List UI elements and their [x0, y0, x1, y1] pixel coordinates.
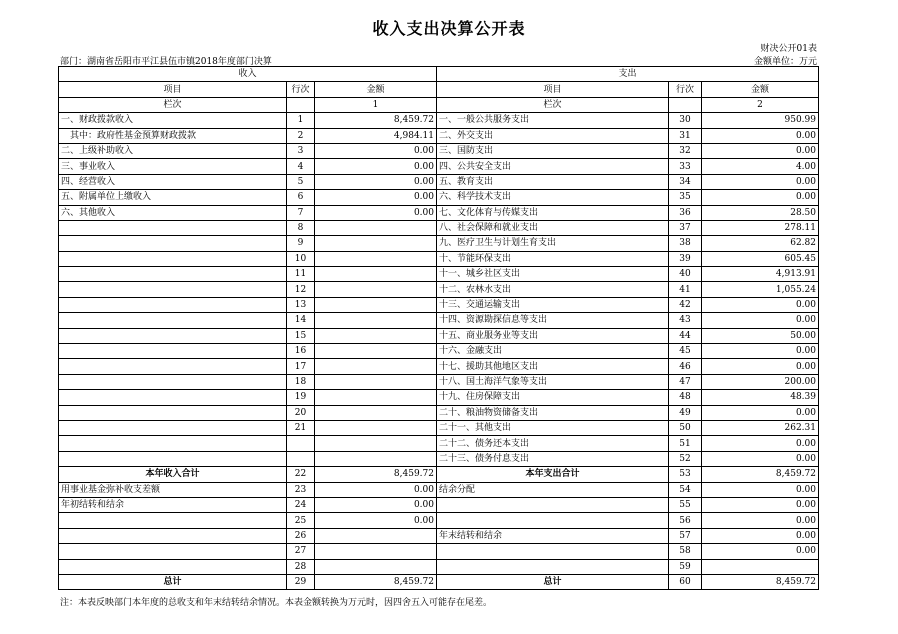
- expense-line-cell: 39: [669, 251, 702, 266]
- expense-amount-cell: 605.45: [702, 251, 819, 266]
- expense-item-cell: [437, 497, 669, 512]
- expense-item-cell: 总计: [437, 574, 669, 589]
- expense-item-cell: 十六、金融支出: [437, 344, 669, 359]
- expense-line-cell: 60: [669, 574, 702, 589]
- expense-line-cell: 50: [669, 420, 702, 435]
- income-col-index: 栏次: [59, 97, 287, 112]
- income-amount-cell: [315, 220, 437, 235]
- expense-amount-cell: 200.00: [702, 374, 819, 389]
- income-amount-cell: [315, 251, 437, 266]
- expense-col-index: 栏次: [437, 97, 669, 112]
- expense-amount-cell: 0.00: [702, 190, 819, 205]
- expense-amount-cell: 50.00: [702, 328, 819, 343]
- income-item-cell: 总计: [59, 574, 287, 589]
- table-row: [59, 390, 819, 405]
- expense-item-cell: 二、外交支出: [437, 128, 669, 143]
- income-amount-cell: 0.00: [315, 482, 437, 497]
- expense-item-cell: 八、社会保障和就业支出: [437, 220, 669, 235]
- expense-line-cell: 35: [669, 190, 702, 205]
- expense-line-cell: 32: [669, 143, 702, 158]
- expense-amount-cell: 0.00: [702, 128, 819, 143]
- expense-line-cell: 55: [669, 497, 702, 512]
- expense-line-cell: 51: [669, 436, 702, 451]
- expense-item-cell: 二十三、债务付息支出: [437, 451, 669, 466]
- table-row: [59, 374, 819, 389]
- income-line-cell: 11: [287, 267, 315, 282]
- income-col-empty: [287, 97, 315, 112]
- expense-line-header: 行次: [669, 82, 702, 97]
- income-item-cell: [59, 374, 287, 389]
- income-item-cell: [59, 559, 287, 574]
- expense-item-cell: 九、医疗卫生与计划生育支出: [437, 236, 669, 251]
- income-amount-cell: [315, 528, 437, 543]
- income-amount-cell: 0.00: [315, 205, 437, 220]
- income-item-cell: 六、其他收入: [59, 205, 287, 220]
- income-amount-cell: [315, 236, 437, 251]
- expense-line-cell: 53: [669, 467, 702, 482]
- income-amount-cell: 0.00: [315, 143, 437, 158]
- expense-item-cell: 十四、资源勘探信息等支出: [437, 313, 669, 328]
- expense-amount-cell: 4.00: [702, 159, 819, 174]
- expense-line-cell: 37: [669, 220, 702, 235]
- income-amount-cell: [315, 420, 437, 435]
- form-code: 财决公开01表: [760, 44, 817, 54]
- expense-item-cell: 十八、国土海洋气象等支出: [437, 374, 669, 389]
- department-label: 部门：湖南省岳阳市平江县伍市镇2018年度部门决算: [60, 57, 272, 67]
- expense-amount-cell: 0.00: [702, 143, 819, 158]
- income-line-cell: 27: [287, 544, 315, 559]
- income-item-cell: [59, 267, 287, 282]
- expense-amount-cell: 4,913.91: [702, 267, 819, 282]
- income-item-cell: [59, 282, 287, 297]
- table-row: [59, 328, 819, 343]
- income-line-cell: 1: [287, 113, 315, 128]
- expense-item-cell: 十五、商业服务业等支出: [437, 328, 669, 343]
- income-item-cell: 用事业基金弥补收支差额: [59, 482, 287, 497]
- expense-amount-cell: 0.00: [702, 451, 819, 466]
- income-line-cell: [287, 436, 315, 451]
- expense-amount-cell: 0.00: [702, 482, 819, 497]
- income-item-cell: 四、经营收入: [59, 174, 287, 189]
- income-item-cell: [59, 420, 287, 435]
- table-row: [59, 143, 819, 158]
- income-line-cell: 24: [287, 497, 315, 512]
- income-item-cell: [59, 528, 287, 543]
- income-item-cell: [59, 451, 287, 466]
- income-amount-cell: [315, 344, 437, 359]
- table-row: [59, 113, 819, 128]
- expense-line-cell: 30: [669, 113, 702, 128]
- income-amount-cell: 8,459.72: [315, 574, 437, 589]
- expense-amount-cell: 0.00: [702, 544, 819, 559]
- header-row-section: [59, 67, 819, 82]
- expense-item-cell: 七、文化体育与传媒支出: [437, 205, 669, 220]
- income-item-cell: [59, 359, 287, 374]
- table-row: [59, 451, 819, 466]
- income-item-cell: 三、事业收入: [59, 159, 287, 174]
- expense-line-cell: 42: [669, 297, 702, 312]
- expense-amount-cell: 0.00: [702, 497, 819, 512]
- income-amount-cell: 0.00: [315, 159, 437, 174]
- expense-item-cell: 二十一、其他支出: [437, 420, 669, 435]
- expense-line-cell: 44: [669, 328, 702, 343]
- expense-line-cell: 52: [669, 451, 702, 466]
- table-row: [59, 482, 819, 497]
- table-row: [59, 344, 819, 359]
- footnote: 注：本表反映部门本年度的总收支和年末结转结余情况。本表金额转换为万元时，因四舍五入可能存在尾差。: [60, 598, 493, 608]
- expense-amount-cell: 8,459.72: [702, 467, 819, 482]
- expense-item-cell: 二十、粮油物资储备支出: [437, 405, 669, 420]
- table-row: [59, 436, 819, 451]
- table-row: [59, 420, 819, 435]
- expense-line-cell: 56: [669, 513, 702, 528]
- income-line-cell: 23: [287, 482, 315, 497]
- expense-amount-cell: 0.00: [702, 359, 819, 374]
- income-line-cell: 16: [287, 344, 315, 359]
- grand-total-row: [59, 574, 819, 589]
- expense-amount-cell: [702, 559, 819, 574]
- income-item-cell: [59, 236, 287, 251]
- table-row: [59, 313, 819, 328]
- expense-line-cell: 34: [669, 174, 702, 189]
- income-header: 收入: [59, 67, 437, 82]
- expense-amount-cell: 0.00: [702, 405, 819, 420]
- income-amount-cell: 0.00: [315, 174, 437, 189]
- income-line-cell: 2: [287, 128, 315, 143]
- expense-item-cell: [437, 513, 669, 528]
- table-row: [59, 359, 819, 374]
- expense-amount-cell: 0.00: [702, 313, 819, 328]
- table-row: [59, 205, 819, 220]
- table-row: [59, 190, 819, 205]
- budget-table: [58, 66, 819, 590]
- expense-item-cell: 结余分配: [437, 482, 669, 497]
- table-row: [59, 282, 819, 297]
- income-item-cell: 年初结转和结余: [59, 497, 287, 512]
- page-title: 收入支出决算公开表: [372, 19, 526, 38]
- income-amount-cell: [315, 390, 437, 405]
- expense-line-cell: 31: [669, 128, 702, 143]
- income-amount-cell: [315, 559, 437, 574]
- income-item-cell: 二、上级补助收入: [59, 143, 287, 158]
- expense-line-cell: 40: [669, 267, 702, 282]
- expense-line-cell: 45: [669, 344, 702, 359]
- expense-amount-cell: 0.00: [702, 528, 819, 543]
- table-row: [59, 220, 819, 235]
- expense-item-header: 项目: [437, 82, 669, 97]
- expense-line-cell: 58: [669, 544, 702, 559]
- table-row: [59, 128, 819, 143]
- expense-amount-cell: 28.50: [702, 205, 819, 220]
- income-amount-cell: [315, 328, 437, 343]
- income-amount-cell: 0.00: [315, 190, 437, 205]
- income-line-cell: 7: [287, 205, 315, 220]
- expense-amount-cell: 48.39: [702, 390, 819, 405]
- expense-line-cell: 57: [669, 528, 702, 543]
- income-amount-cell: [315, 544, 437, 559]
- expense-item-cell: 十九、住房保障支出: [437, 390, 669, 405]
- expense-item-cell: 三、国防支出: [437, 143, 669, 158]
- income-line-cell: 18: [287, 374, 315, 389]
- income-line-cell: 14: [287, 313, 315, 328]
- table-row: [59, 513, 819, 528]
- expense-line-cell: 48: [669, 390, 702, 405]
- expense-item-cell: 本年支出合计: [437, 467, 669, 482]
- expense-col-empty: [669, 97, 702, 112]
- expense-item-cell: 十二、农林水支出: [437, 282, 669, 297]
- expense-amount-cell: 950.99: [702, 113, 819, 128]
- income-item-cell: [59, 297, 287, 312]
- expense-amount-cell: 8,459.72: [702, 574, 819, 589]
- income-line-cell: 20: [287, 405, 315, 420]
- income-line-cell: 15: [287, 328, 315, 343]
- expense-item-cell: [437, 544, 669, 559]
- income-amount-cell: 8,459.72: [315, 113, 437, 128]
- income-line-cell: 3: [287, 143, 315, 158]
- year-total-row: [59, 467, 819, 482]
- expense-item-cell: 十、节能环保支出: [437, 251, 669, 266]
- income-line-cell: 6: [287, 190, 315, 205]
- income-amount-cell: [315, 313, 437, 328]
- expense-item-cell: 二十二、债务还本支出: [437, 436, 669, 451]
- income-amount-cell: 8,459.72: [315, 467, 437, 482]
- income-item-cell: 一、财政拨款收入: [59, 113, 287, 128]
- income-item-cell: [59, 328, 287, 343]
- income-item-cell: [59, 251, 287, 266]
- income-line-cell: 19: [287, 390, 315, 405]
- income-item-cell: [59, 220, 287, 235]
- income-line-cell: 21: [287, 420, 315, 435]
- expense-item-cell: 一、一般公共服务支出: [437, 113, 669, 128]
- income-line-cell: 8: [287, 220, 315, 235]
- income-line-cell: 5: [287, 174, 315, 189]
- income-amount-cell: 0.00: [315, 513, 437, 528]
- expense-amount-cell: 0.00: [702, 513, 819, 528]
- income-amount-header: 金额: [315, 82, 437, 97]
- expense-item-cell: 十三、交通运输支出: [437, 297, 669, 312]
- expense-amount-cell: 0.00: [702, 174, 819, 189]
- expense-amount-cell: 278.11: [702, 220, 819, 235]
- income-amount-cell: [315, 267, 437, 282]
- income-item-cell: 其中：政府性基金预算财政拨款: [59, 128, 287, 143]
- income-amount-cell: [315, 297, 437, 312]
- income-amount-cell: [315, 282, 437, 297]
- expense-amount-cell: 0.00: [702, 436, 819, 451]
- expense-amount-cell: 0.00: [702, 344, 819, 359]
- expense-amount-cell: 62.82: [702, 236, 819, 251]
- income-line-cell: 22: [287, 467, 315, 482]
- income-line-cell: 26: [287, 528, 315, 543]
- income-amount-cell: 4,984.11: [315, 128, 437, 143]
- income-item-cell: 本年收入合计: [59, 467, 287, 482]
- expense-item-cell: 四、公共安全支出: [437, 159, 669, 174]
- income-item-cell: [59, 544, 287, 559]
- expense-line-cell: 49: [669, 405, 702, 420]
- expense-line-cell: 38: [669, 236, 702, 251]
- table-row: [59, 236, 819, 251]
- income-item-cell: [59, 405, 287, 420]
- table-row: [59, 297, 819, 312]
- expense-item-cell: 年末结转和结余: [437, 528, 669, 543]
- expense-item-cell: [437, 559, 669, 574]
- income-line-cell: 9: [287, 236, 315, 251]
- header-row-index: [59, 97, 819, 112]
- expense-header: 支出: [437, 67, 819, 82]
- expense-line-cell: 47: [669, 374, 702, 389]
- expense-line-cell: 36: [669, 205, 702, 220]
- income-line-cell: 12: [287, 282, 315, 297]
- income-line-cell: 29: [287, 574, 315, 589]
- income-amount-cell: 0.00: [315, 497, 437, 512]
- income-line-cell: 13: [287, 297, 315, 312]
- income-item-header: 项目: [59, 82, 287, 97]
- expense-col-number: 2: [702, 97, 819, 112]
- table-row: [59, 251, 819, 266]
- expense-item-cell: 十七、援助其他地区支出: [437, 359, 669, 374]
- table-row: [59, 544, 819, 559]
- income-line-cell: [287, 451, 315, 466]
- income-line-cell: 4: [287, 159, 315, 174]
- expense-item-cell: 五、教育支出: [437, 174, 669, 189]
- table-row: [59, 405, 819, 420]
- table-row: [59, 528, 819, 543]
- expense-line-cell: 46: [669, 359, 702, 374]
- income-amount-cell: [315, 436, 437, 451]
- table-row: [59, 267, 819, 282]
- income-amount-cell: [315, 359, 437, 374]
- income-line-cell: 28: [287, 559, 315, 574]
- income-col-number: 1: [315, 97, 437, 112]
- expense-item-cell: 十一、城乡社区支出: [437, 267, 669, 282]
- table-row: [59, 159, 819, 174]
- income-item-cell: [59, 390, 287, 405]
- expense-line-cell: 43: [669, 313, 702, 328]
- expense-item-cell: 六、科学技术支出: [437, 190, 669, 205]
- income-amount-cell: [315, 374, 437, 389]
- income-line-header: 行次: [287, 82, 315, 97]
- expense-amount-header: 金额: [702, 82, 819, 97]
- income-item-cell: [59, 436, 287, 451]
- header-row-columns: [59, 82, 819, 97]
- expense-amount-cell: 262.31: [702, 420, 819, 435]
- expense-line-cell: 33: [669, 159, 702, 174]
- expense-amount-cell: 1,055.24: [702, 282, 819, 297]
- income-line-cell: 10: [287, 251, 315, 266]
- income-item-cell: [59, 313, 287, 328]
- table-row: [59, 174, 819, 189]
- expense-amount-cell: 0.00: [702, 297, 819, 312]
- income-item-cell: [59, 513, 287, 528]
- income-amount-cell: [315, 451, 437, 466]
- income-line-cell: 17: [287, 359, 315, 374]
- expense-line-cell: 54: [669, 482, 702, 497]
- income-item-cell: 五、附属单位上缴收入: [59, 190, 287, 205]
- table-row: [59, 497, 819, 512]
- table-row: [59, 559, 819, 574]
- income-item-cell: [59, 344, 287, 359]
- expense-line-cell: 59: [669, 559, 702, 574]
- expense-line-cell: 41: [669, 282, 702, 297]
- unit-label: 金额单位：万元: [753, 57, 817, 67]
- income-line-cell: 25: [287, 513, 315, 528]
- income-amount-cell: [315, 405, 437, 420]
